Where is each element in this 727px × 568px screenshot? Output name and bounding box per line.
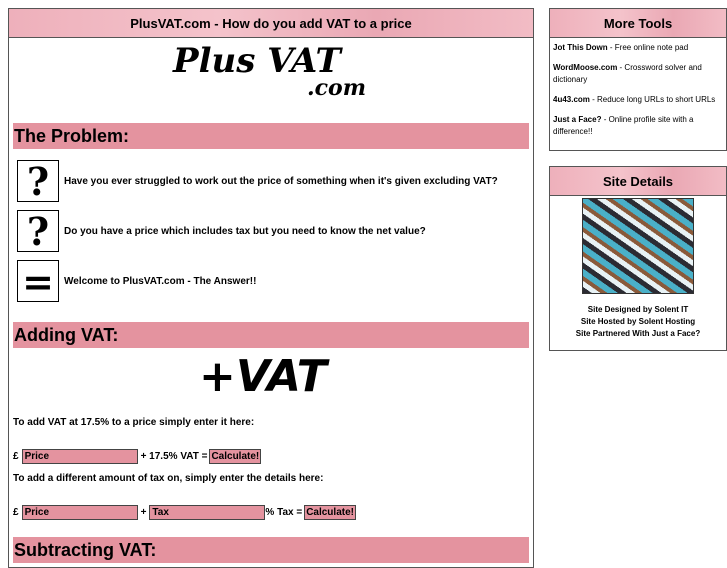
adding-vat-heading: Adding VAT: <box>13 322 529 348</box>
add-vat-intro: To add VAT at 17.5% to a price simply enter it here: <box>13 417 255 428</box>
equals-icon: = <box>17 260 59 302</box>
tool-link[interactable]: 4u43.com - Reduce long URLs to short URLs <box>553 95 716 104</box>
more-tools-panel <box>549 8 727 151</box>
plus-vat-banner: +VAT <box>199 351 327 402</box>
tax-input[interactable]: Tax <box>149 505 265 520</box>
page-title: PlusVAT.com - How do you add VAT to a price <box>130 15 412 31</box>
add-vat-form: £ Price + 17.5% VAT = Calculate! <box>13 451 260 462</box>
designed-by[interactable]: Site Designed by Solent IT <box>587 305 689 314</box>
page-header <box>9 9 533 38</box>
hosted-by[interactable]: Site Hosted by Solent Hosting <box>580 317 696 326</box>
subtracting-vat-heading: Subtracting VAT: <box>13 537 529 563</box>
site-details-panel <box>549 166 727 351</box>
calculate-button[interactable]: Calculate! <box>211 451 260 462</box>
site-details-header: Site Details <box>550 167 726 196</box>
price-input[interactable]: Price <box>22 505 138 520</box>
question-icon: ? <box>17 210 59 252</box>
tool-link[interactable]: WordMoose.com - Crossword solver and dictionary <box>553 63 702 84</box>
partnered-with[interactable]: Site Partnered With Just a Face? <box>575 329 701 338</box>
price-input[interactable]: Price <box>22 449 138 464</box>
more-tools-header: More Tools <box>550 9 726 38</box>
tool-link[interactable]: Jot This Down - Free online note pad <box>553 43 689 52</box>
plusvat-logo: Plus VAT .com <box>173 41 367 101</box>
problem-row: ? Have you ever struggled to work out the price of something when it's given excluding VAT? <box>17 160 498 202</box>
zebra-fish-image <box>582 198 694 294</box>
problem-row: ? Do you have a price which includes tax but you need to know the net value? <box>17 210 426 252</box>
problem-heading: The Problem: <box>13 123 529 149</box>
problem-row: = Welcome to PlusVAT.com - The Answer!! <box>17 260 256 302</box>
calculate-button[interactable]: Calculate! <box>306 507 354 518</box>
tool-link[interactable]: Just a Face? - Online profile site with a difference!! <box>553 115 694 136</box>
custom-tax-form: £ Price + Tax % Tax = Calculate! <box>13 507 354 518</box>
main-panel <box>8 8 534 568</box>
custom-tax-intro: To add a different amount of tax on, simply enter the details here: <box>13 473 324 484</box>
question-icon: ? <box>17 160 59 202</box>
